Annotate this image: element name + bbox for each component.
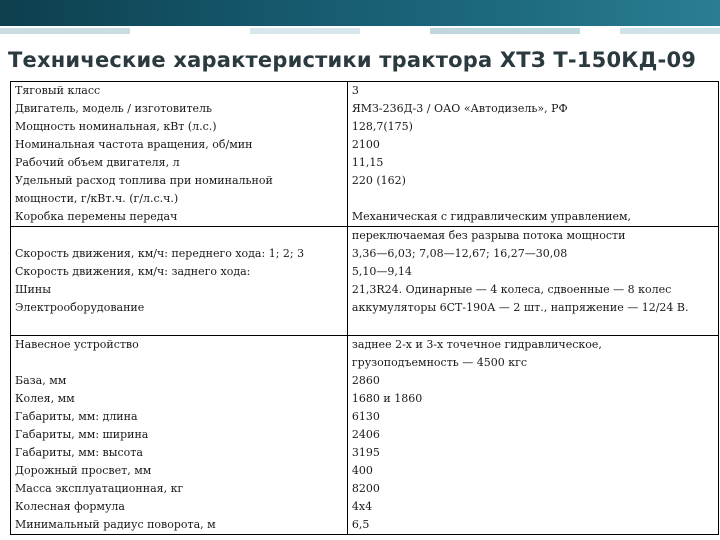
value-line: 3,36—6,03; 7,08—12,67; 16,27—30,08 (351, 247, 568, 260)
value-line: Механическая с гидравлическим управлением, (351, 210, 632, 223)
param-line: Масса эксплуатационная, кг (15, 482, 184, 495)
param-line: Габариты, мм: ширина (15, 428, 149, 441)
header-stripe (0, 26, 720, 36)
value-cell (347, 336, 718, 535)
value-line: ЯМЗ-236Д-3 / ОАО «Автодизель», РФ (351, 102, 568, 115)
param-line (15, 317, 343, 335)
param-cell (11, 227, 348, 336)
header-band (0, 0, 720, 26)
param-line (15, 354, 343, 372)
param-line: Габариты, мм: длина (15, 410, 138, 423)
value-line: 1680 и 1860 (351, 392, 423, 405)
param-line: Колесная формула (15, 500, 125, 513)
value-line: 220 (162) (351, 174, 406, 187)
value-cell (347, 227, 718, 336)
param-line: Колея, мм (15, 392, 75, 405)
param-line: Навесное устройство (15, 338, 139, 351)
value-line: 8200 (351, 482, 380, 495)
value-line: 6130 (351, 410, 380, 423)
value-line: 11,15 (351, 156, 384, 169)
param-line: Удельный расход топлива при номинальной (15, 174, 273, 187)
table-row (11, 336, 719, 535)
value-line: 21,3R24. Одинарные — 4 колеса, сдвоенные — 8 колес (351, 283, 672, 296)
value-line: 400 (351, 464, 373, 477)
value-line: 5,10—9,14 (351, 265, 412, 278)
param-line: мощности, г/кВт.ч. (г/л.с.ч.) (15, 192, 179, 205)
param-line: Скорость движения, км/ч: заднего хода: (15, 265, 251, 278)
param-line: Дорожный просвет, мм (15, 464, 152, 477)
param-line: Рабочий объем двигателя, л (15, 156, 180, 169)
value-line: 128,7(175) (351, 120, 413, 133)
table-row (11, 82, 719, 227)
value-line (352, 190, 714, 208)
value-line: переключаемая без разрыва потока мощности (351, 229, 626, 242)
param-line (15, 227, 343, 245)
param-line: Минимальный радиус поворота, м (15, 518, 216, 531)
param-line: Двигатель, модель / изготовитель (15, 102, 213, 115)
param-line: Электрооборудование (15, 301, 145, 314)
param-cell (11, 336, 348, 535)
param-line: Габариты, мм: высота (15, 446, 143, 459)
value-line: 2860 (351, 374, 380, 387)
value-line (352, 317, 714, 335)
param-line: Тяговый класс (15, 84, 101, 97)
value-line: 4х4 (351, 500, 373, 513)
param-line: Коробка перемены передач (15, 210, 178, 223)
value-line: 3195 (351, 446, 380, 459)
value-cell (347, 82, 718, 227)
value-line: 2406 (351, 428, 380, 441)
param-cell (11, 82, 348, 227)
param-line: Мощность номинальная, кВт (л.с.) (15, 120, 217, 133)
value-line: 2100 (351, 138, 380, 151)
value-line: 6,5 (351, 518, 370, 531)
param-line: Номинальная частота вращения, об/мин (15, 138, 253, 151)
value-line: заднее 2-х и 3-х точечное гидравлическое, (351, 338, 602, 351)
param-line: Шины (15, 283, 51, 296)
param-line: Скорость движения, км/ч: переднего хода: 1; 2; 3 (15, 247, 305, 260)
value-line: 3 (351, 84, 359, 97)
param-line: База, мм (15, 374, 67, 387)
value-line: грузоподъемность — 4500 кгс (351, 356, 528, 369)
page-title: Технические характеристики трактора ХТЗ Т-150КД-09 (8, 48, 697, 72)
spec-table (10, 81, 719, 535)
table-row (11, 227, 719, 336)
value-line: аккумуляторы 6СТ-190А — 2 шт., напряжение — 12/24 В. (351, 301, 689, 314)
